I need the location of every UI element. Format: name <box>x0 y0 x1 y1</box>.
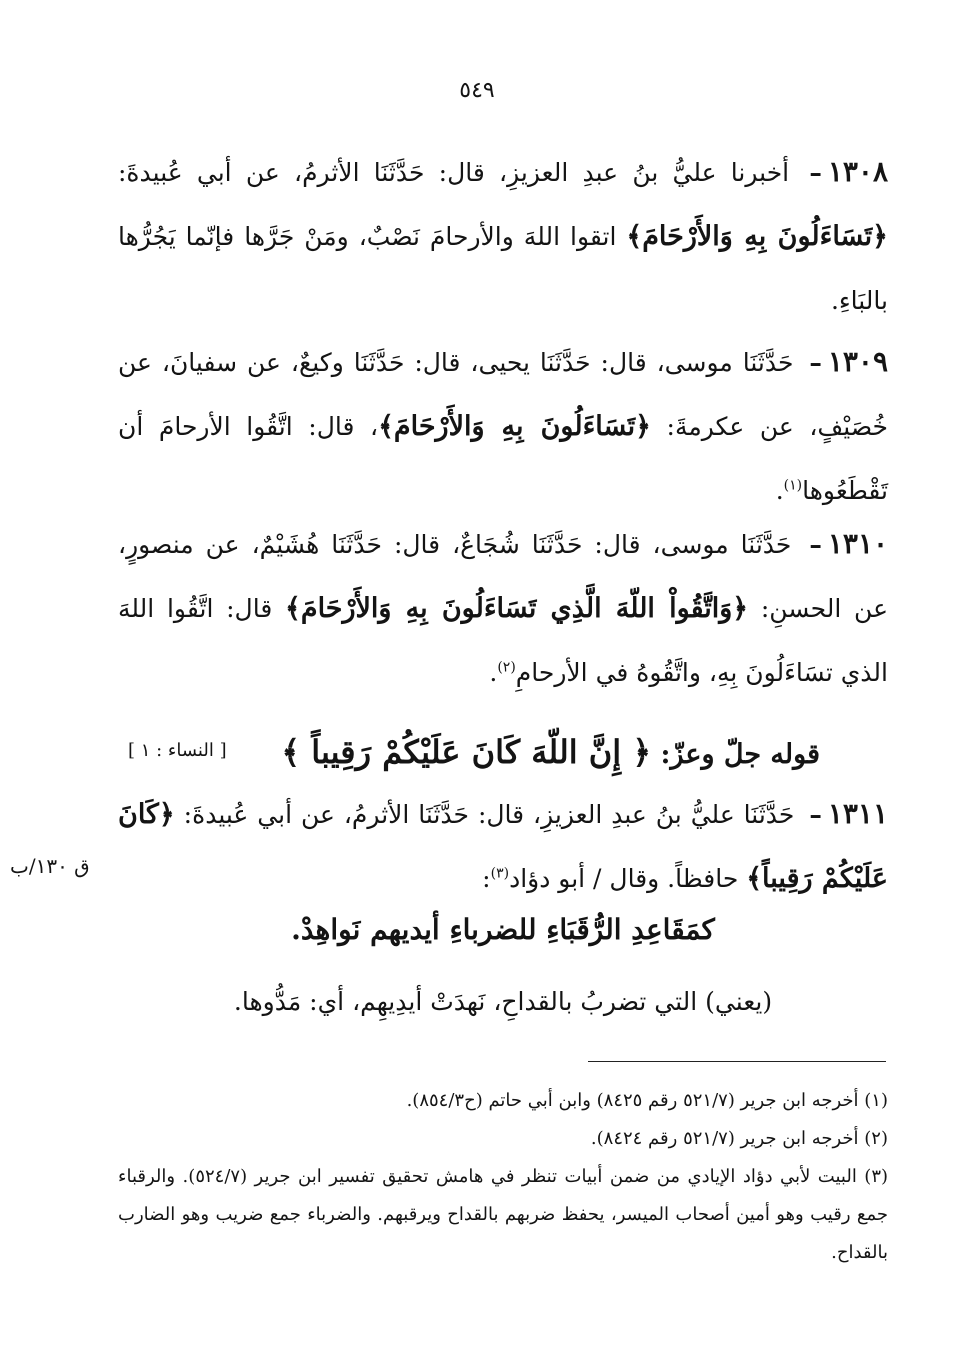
entry-text: حَدَّثَنَا عليُّ بنُ عبدِ العزيزِ، قال: حَدَّثَنَا الأثرمُ، عن أبي عُبيدةَ: <box>174 800 795 829</box>
footnote-2: (٢) أخرجه ابن جرير (٥٢١/٧ رقم ٨٤٢٤). <box>590 1128 888 1149</box>
entry-text-after: اتقوا اللهَ والأرحامَ نَصْبٌ، ومَنْ جَرَّها فإنّما يَجُرُّها بالبَاءِ. <box>118 222 888 315</box>
manuscript-margin-note: ق ١٣٠/ب <box>10 854 90 878</box>
quran-quote: ﴿تَسَاءَلُونَ بِهِ وَالأَرْحَامَ﴾ <box>626 221 888 252</box>
page-number: ٥٤٩ <box>459 78 495 103</box>
entry-number: ١٣١١ <box>827 797 888 830</box>
entry-number: ١٣٠٨ <box>827 155 888 188</box>
footnote-divider <box>588 1061 886 1062</box>
surah-reference: [ النساء : ١ ] <box>128 740 227 761</box>
footnote-3: (٣) البيت لأبي دؤاد الإيادي من ضمن أبيات تنظر في هامش تحقيق تفسير ابن جرير (٥٢٤/٧). والرقباء جمع رقيب وهو أمين أصحاب الميسر، يحفظ ضربهم بالقداح ويرقبهم. والضرباء جمع ضريب وهو الضارب بالقداح. <box>118 1166 889 1263</box>
entry-number: ١٣٠٩ <box>827 345 888 378</box>
entry-text-after: حافظاً. وقال / أبو دؤاد <box>509 864 747 893</box>
entry-1308 <box>118 140 888 333</box>
footnote-ref: (١) <box>783 477 803 494</box>
verse-ayah: ﴿ إِنَّ اللّهَ كَانَ عَلَيْكُمْ رَقِيباً ﴾ <box>281 733 652 771</box>
entry-text: حَدَّثَنَا موسى، قال: حَدَّثَنَا يحيى، قال: حَدَّثَنَا وكيعٌ، عن سفيانَ، عن خُصَيْفٍ، عن عكرمةَ: <box>118 348 888 441</box>
footnote-1: (١) أخرجه ابن جرير (٥٢١/٧ رقم ٨٤٢٥) وابن أبي حاتم (ح٨٥٤/٣). <box>406 1090 888 1111</box>
quran-quote: ﴿وَاتَّقُواْ اللّهَ الَّذِي تَسَاءَلُونَ بِهِ وَالأَرْحَامَ﴾ <box>285 593 749 624</box>
entry-number: ١٣١٠ <box>827 527 889 560</box>
footnote-ref: (٢) <box>497 659 516 676</box>
entry-end: . <box>775 476 784 505</box>
verse-intro: قوله جلّ وعزّ: <box>651 739 820 770</box>
entry-dash: – <box>809 800 822 829</box>
quran-quote: ﴿كَانَ عَلَيْكُمْ رَقِيباً﴾ <box>118 799 888 894</box>
entry-text-after: قال: اتَّقُوا اللهَ الذي تسَاءَلُونَ بِهِ، واتَّقُوهُ في الأرحامِ <box>118 594 888 687</box>
entry-1309 <box>118 330 888 523</box>
footnote-ref: (٣) <box>490 865 510 882</box>
entry-text: أخبرنا عليُّ بنُ عبدِ العزيزِ، قال: حَدَّثَنَا الأثرمُ، عن أبي عُبيدةَ: <box>118 158 790 187</box>
entry-dash: – <box>809 530 822 559</box>
poetry-line: كمَقَاعِدِ الرُّقَبَاءِ للضرباءِ أيديهم نَواهِدْ. <box>291 913 715 946</box>
entry-dash: – <box>809 348 822 377</box>
entry-end: : <box>482 864 491 893</box>
entry-1311 <box>118 782 888 911</box>
entry-end: . <box>489 658 498 687</box>
entry-text: حَدَّثَنَا موسى، قال: حَدَّثَنَا شُجَاعٌ، قال: حَدَّثَنَا هُشَيْمٌ، عن منصورٍ، عن الحسنِ: <box>118 530 888 623</box>
quran-quote: ﴿تَسَاءَلُونَ بِهِ وَالأَرْحَامَ﴾ <box>378 411 651 442</box>
verse-heading-text <box>281 722 820 785</box>
entry-1310 <box>118 512 888 705</box>
entry-dash: – <box>809 158 822 187</box>
explanation-line: (يعني) التي تضربُ بالقداحِ، نَهدَتْ أيدِيهِم، أي: مَدُّوها. <box>233 987 773 1016</box>
footnotes <box>118 1082 888 1272</box>
entry-text-after: ، قال: اتَّقُوا الأرحامَ أن تَقْطَعُوها <box>118 412 888 505</box>
verse-heading <box>118 722 888 782</box>
